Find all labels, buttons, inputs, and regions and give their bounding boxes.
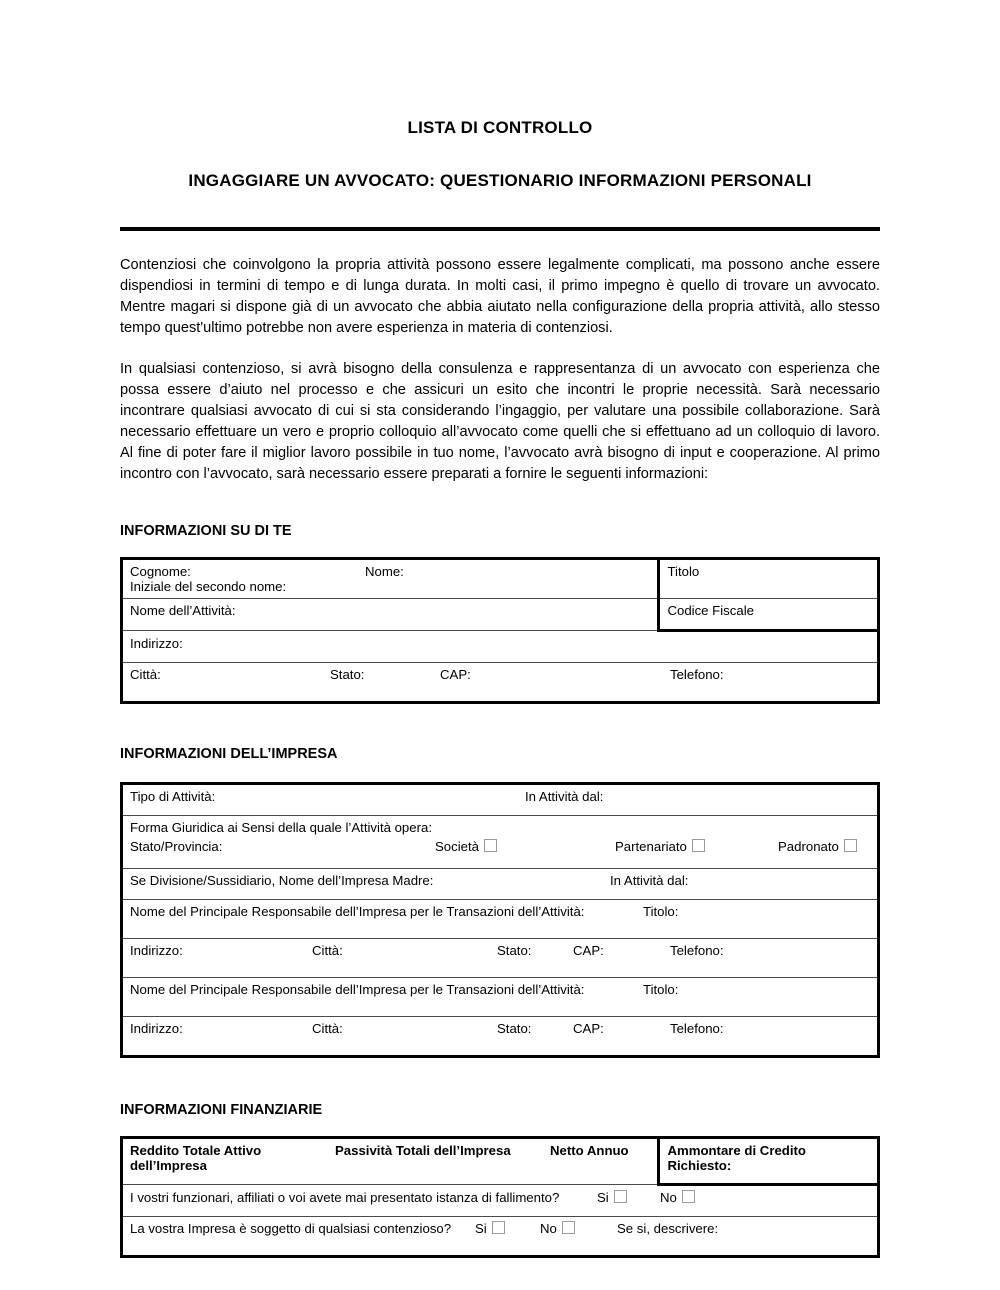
- field-group: [130, 873, 871, 888]
- label-indirizzo: Indirizzo:: [130, 636, 183, 651]
- field-group: [130, 904, 871, 919]
- label-stato-2: Stato:: [497, 1021, 532, 1036]
- label-reddito-totale: Reddito Totale Attivo dell’Impresa: [130, 1143, 262, 1173]
- label-si-fallimento: Si: [597, 1190, 609, 1205]
- label-responsabile-2: Nome del Principale Responsabile dell’Impresa per le Transazioni dell’Attività:: [130, 982, 585, 997]
- label-partenariato: Partenariato: [615, 839, 687, 854]
- cell-divisione-sussidiario[interactable]: [122, 869, 879, 900]
- label-question-contenzioso: La vostra Impresa è soggetto di qualsiasi contenzioso?: [130, 1221, 452, 1236]
- field-group: [130, 982, 871, 997]
- table-row: [122, 784, 879, 816]
- label-cognome: Cognome:: [130, 564, 191, 579]
- cell-nome-attivita[interactable]: [122, 599, 659, 631]
- label-citta: Città:: [130, 667, 161, 682]
- option-partenariato[interactable]: [615, 839, 705, 854]
- label-in-attivita-dal: In Attività dal:: [525, 789, 604, 804]
- table-row: [122, 816, 879, 869]
- label-tipo-attivita: Tipo di Attività:: [130, 789, 216, 804]
- label-passivita-totali: Passività Totali dell’Impresa: [335, 1143, 511, 1158]
- label-no-fallimento: No: [660, 1190, 677, 1205]
- table-row: [122, 559, 879, 599]
- label-indirizzo-2: Indirizzo:: [130, 1021, 183, 1036]
- cell-ammontare-credito[interactable]: [659, 1138, 879, 1185]
- cell-responsabile-2[interactable]: [122, 978, 879, 1017]
- label-societa: Società: [435, 839, 479, 854]
- checkbox-icon[interactable]: [692, 839, 705, 852]
- label-question-fallimento: I vostri funzionari, affiliati o voi avete mai presentato istanza di fallimento?: [130, 1190, 560, 1205]
- table-business-information: [120, 782, 880, 1058]
- label-codice-fiscale: Codice Fiscale: [667, 603, 754, 618]
- page-title: LISTA DI CONTROLLO: [407, 118, 593, 137]
- label-no-contenzioso: No: [540, 1221, 557, 1236]
- field-group: [130, 1143, 651, 1173]
- checkbox-icon[interactable]: [484, 839, 497, 852]
- cell-responsabile-1[interactable]: [122, 900, 879, 939]
- field-group: [130, 1221, 871, 1236]
- cell-financial-headers: [122, 1138, 659, 1185]
- field-group: [130, 839, 871, 854]
- checkbox-icon[interactable]: [562, 1221, 575, 1234]
- label-se-divisione: Se Divisione/Sussidiario, Nome dell’Impresa Madre:: [130, 873, 434, 888]
- table-financial-information: [120, 1136, 880, 1258]
- field-group: [130, 564, 651, 579]
- table-row: [122, 869, 879, 900]
- cell-indirizzo-2[interactable]: [122, 1017, 879, 1057]
- section-heading-financial: INFORMAZIONI FINANZIARIE: [120, 1102, 323, 1118]
- cell-citta-stato-cap-telefono[interactable]: [122, 663, 879, 703]
- cell-question-contenzioso[interactable]: [122, 1217, 879, 1257]
- option-padronato[interactable]: [778, 839, 857, 854]
- label-in-attivita-dal-2: In Attività dal:: [610, 873, 689, 888]
- cell-tipo-attivita[interactable]: [122, 784, 879, 816]
- label-telefono-2: Telefono:: [670, 1021, 724, 1036]
- option-societa[interactable]: [435, 839, 497, 854]
- label-se-si-descrivere: Se si, descrivere:: [617, 1221, 719, 1236]
- table-personal-information: [120, 557, 880, 704]
- label-citta-2: Città:: [312, 1021, 343, 1036]
- cell-indirizzo-1[interactable]: [122, 939, 879, 978]
- table-row: [122, 663, 879, 703]
- intro-paragraph-1: Contenziosi che coinvolgono la propria attività possono essere legalmente complicati, ma possono anche essere dispendiosi in termini di tempo e di lunga durata. In molti casi, il primo impegno è quello di trovare un avvocato. Mentre magari si dispone già di un avvocato che abbia aiutato nella configurazione della propria attività, allo stesso tempo quest'ultimo potrebbe non avere esperienza in materia di contenziosi.: [120, 257, 880, 336]
- label-stato-1: Stato:: [497, 943, 532, 958]
- label-titolo-2: Titolo:: [643, 982, 679, 997]
- label-cap: CAP:: [440, 667, 471, 682]
- option-si-fallimento[interactable]: [597, 1190, 627, 1205]
- cell-question-fallimento[interactable]: [122, 1185, 879, 1217]
- label-cap-2: CAP:: [573, 1021, 604, 1036]
- table-row: [122, 1217, 879, 1257]
- table-row: [122, 939, 879, 978]
- checkbox-icon[interactable]: [614, 1190, 627, 1203]
- table-row: [122, 978, 879, 1017]
- table-row: [122, 631, 879, 663]
- option-no-contenzioso[interactable]: [540, 1221, 575, 1236]
- cell-codice-fiscale[interactable]: [659, 599, 879, 631]
- table-row: [122, 1138, 879, 1185]
- label-ammontare-credito: Ammontare di Credito Richiesto:: [667, 1143, 806, 1173]
- field-group: [130, 1021, 871, 1036]
- label-iniziale-secondo-nome: Iniziale del secondo nome:: [130, 579, 287, 594]
- option-si-contenzioso[interactable]: [475, 1221, 505, 1236]
- label-titolo-1: Titolo:: [643, 904, 679, 919]
- label-netto-annuo: Netto Annuo: [550, 1143, 629, 1158]
- section-heading-business: INFORMAZIONI DELL’IMPRESA: [120, 746, 338, 762]
- label-padronato: Padronato: [778, 839, 839, 854]
- field-group: [130, 1190, 871, 1205]
- checkbox-icon[interactable]: [492, 1221, 505, 1234]
- field-group: [130, 943, 871, 958]
- cell-forma-giuridica[interactable]: [122, 816, 879, 869]
- table-row: [122, 900, 879, 939]
- page-subtitle: INGAGGIARE UN AVVOCATO: QUESTIONARIO INFORMAZIONI PERSONALI: [188, 171, 812, 190]
- label-cap-1: CAP:: [573, 943, 604, 958]
- table-row: [122, 1185, 879, 1217]
- checkbox-icon[interactable]: [844, 839, 857, 852]
- cell-indirizzo[interactable]: [122, 631, 879, 663]
- label-titolo: Titolo: [667, 564, 700, 579]
- table-row: [122, 1017, 879, 1057]
- section-heading-personal: INFORMAZIONI SU DI TE: [120, 523, 292, 539]
- cell-titolo[interactable]: [659, 559, 879, 599]
- option-no-fallimento[interactable]: [660, 1190, 695, 1205]
- label-stato-provincia: Stato/Provincia:: [130, 839, 223, 854]
- label-telefono-1: Telefono:: [670, 943, 724, 958]
- label-responsabile-1: Nome del Principale Responsabile dell’Impresa per le Transazioni dell’Attività:: [130, 904, 585, 919]
- label-nome-attivita: Nome dell’Attività:: [130, 603, 236, 618]
- field-group: [130, 667, 871, 682]
- label-forma-giuridica: Forma Giuridica ai Sensi della quale l’Attività opera:: [130, 820, 432, 835]
- checkbox-icon[interactable]: [682, 1190, 695, 1203]
- table-row: [122, 599, 879, 631]
- label-citta-1: Città:: [312, 943, 343, 958]
- cell-cognome-nome[interactable]: [122, 559, 659, 599]
- label-si-contenzioso: Si: [475, 1221, 487, 1236]
- label-telefono: Telefono:: [670, 667, 724, 682]
- field-group: [130, 789, 871, 804]
- intro-paragraph-2: In qualsiasi contenzioso, si avrà bisogno della consulenza e rappresentanza di un avvocato con esperienza che possa essere d’aiuto nel processo e che assicuri un esito che incontri le proprie necessità. Sarà necessario incontrare qualsiasi avvocato di cui si sta considerando l’ingaggio, per valutare una possibile collaborazione. Sarà necessario effettuare un vero e proprio colloquio all’avvocato come quelli che si effettuano ad un colloquio di lavoro. Al fine di poter fare il miglior lavoro possibile in tuo nome, l’avvocato avrà bisogno di input e cooperazione. Al primo incontro con l’avvocato, sarà necessario essere preparati a fornire le seguenti informazioni:: [120, 361, 880, 482]
- label-stato: Stato:: [330, 667, 365, 682]
- title-divider: [120, 227, 880, 231]
- label-nome: Nome:: [365, 564, 404, 579]
- label-indirizzo-1: Indirizzo:: [130, 943, 183, 958]
